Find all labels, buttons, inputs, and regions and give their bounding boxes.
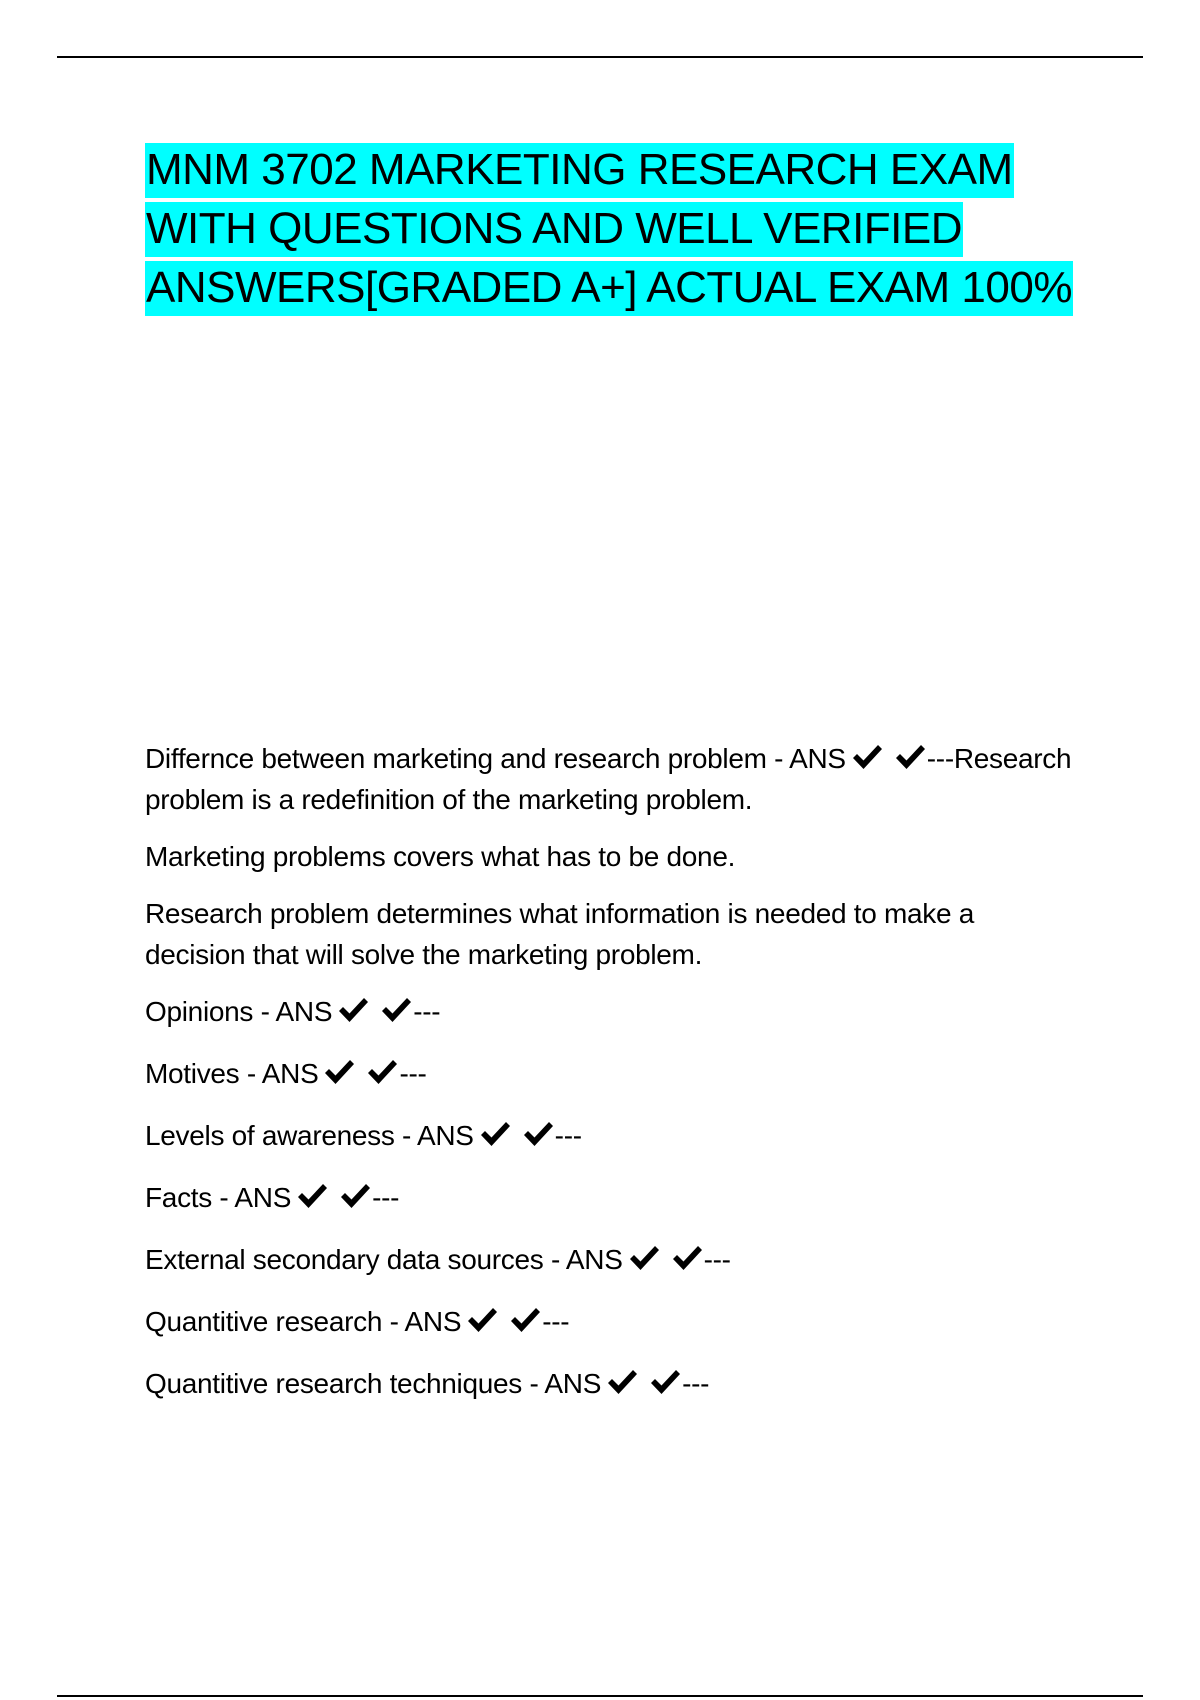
answer-text: --- bbox=[682, 1368, 710, 1399]
checkmark-icon bbox=[366, 1058, 399, 1086]
document-body bbox=[145, 738, 1075, 1425]
checkmark-icon bbox=[522, 1120, 555, 1148]
paragraph: Research problem determines what information is needed to make a decision that will solve the marketing problem. bbox=[145, 898, 975, 970]
qa-entry bbox=[145, 1115, 1075, 1156]
checkmark-icon bbox=[894, 743, 927, 771]
qa-entry bbox=[145, 991, 1075, 1032]
answer-text: ---Research problem is a redefinition of the marketing problem. bbox=[145, 743, 1072, 815]
checkmark-icon bbox=[671, 1244, 704, 1272]
answer-text: --- bbox=[554, 1120, 582, 1151]
answer-text: --- bbox=[542, 1306, 570, 1337]
question-text: Quantitive research - ANS bbox=[145, 1306, 462, 1337]
checkmark-icon bbox=[296, 1182, 329, 1210]
answer-text: --- bbox=[703, 1244, 731, 1275]
question-text: Levels of awareness - ANS bbox=[145, 1120, 474, 1151]
qa-entry bbox=[145, 1239, 1075, 1280]
qa-entry bbox=[145, 1177, 1075, 1218]
checkmark-icon bbox=[606, 1368, 639, 1396]
qa-entry bbox=[145, 1363, 1075, 1404]
question-text: External secondary data sources - ANS bbox=[145, 1244, 623, 1275]
checkmark-icon bbox=[509, 1306, 542, 1334]
question-text: Facts - ANS bbox=[145, 1182, 292, 1213]
question-text: Quantitive research techniques - ANS bbox=[145, 1368, 602, 1399]
header-rule bbox=[57, 56, 1143, 58]
footer-rule bbox=[57, 1695, 1143, 1697]
qa-entry bbox=[145, 738, 1075, 820]
question-text: Differnce between marketing and research problem - ANS bbox=[145, 743, 846, 774]
checkmark-icon bbox=[323, 1058, 356, 1086]
question-text: Opinions - ANS bbox=[145, 996, 333, 1027]
document-title bbox=[145, 140, 1075, 317]
checkmark-icon bbox=[649, 1368, 682, 1396]
question-text: Motives - ANS bbox=[145, 1058, 319, 1089]
answer-text: --- bbox=[399, 1058, 427, 1089]
qa-entry bbox=[145, 1053, 1075, 1094]
checkmark-icon bbox=[337, 996, 370, 1024]
checkmark-icon bbox=[339, 1182, 372, 1210]
qa-entry bbox=[145, 1301, 1075, 1342]
answer-text: --- bbox=[372, 1182, 400, 1213]
checkmark-icon bbox=[628, 1244, 661, 1272]
title-highlight: MNM 3702 MARKETING RESEARCH EXAM WITH QUESTIONS AND WELL VERIFIED ANSWERS[GRADED A+] ACTUAL EXAM 100% bbox=[145, 143, 1073, 316]
checkmark-icon bbox=[466, 1306, 499, 1334]
checkmark-icon bbox=[479, 1120, 512, 1148]
answer-text: --- bbox=[413, 996, 441, 1027]
checkmark-icon bbox=[851, 743, 884, 771]
checkmark-icon bbox=[380, 996, 413, 1024]
paragraph: Marketing problems covers what has to be done. bbox=[145, 841, 736, 872]
